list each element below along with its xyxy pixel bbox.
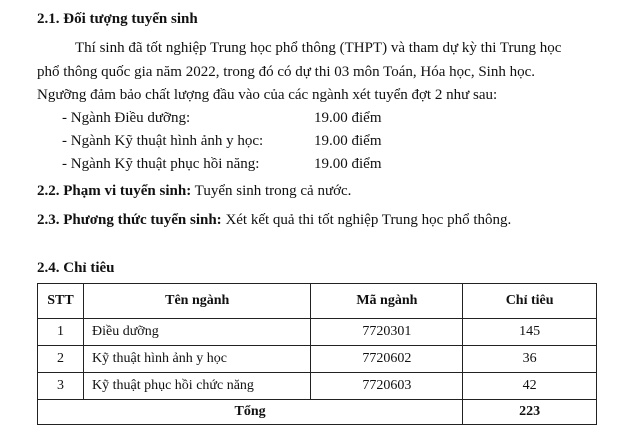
paragraph-line-1: Thí sinh đã tốt nghiệp Trung học phổ thông (THPT) và tham dự kỳ thi Trung học xyxy=(75,40,562,56)
section-2-1-heading: 2.1. Đối tượng tuyển sinh xyxy=(37,11,198,27)
section-2-3-text: Xét kết quả thi tốt nghiệp Trung học phổ thông. xyxy=(221,212,512,228)
criteria-name: - Ngành Kỹ thuật phục hồi năng: xyxy=(62,156,260,172)
cell-program-code: 7720301 xyxy=(311,319,463,346)
quota-table xyxy=(37,283,597,425)
paragraph-line-2: phổ thông quốc gia năm 2022, trong đó có dự thi 03 môn Toán, Hóa học, Sinh học. xyxy=(37,64,535,80)
cell-program-name: Kỹ thuật phục hồi chức năng xyxy=(83,373,311,400)
header-program-code: Mã ngành xyxy=(311,284,463,319)
cell-program-code: 7720602 xyxy=(311,346,463,373)
cell-stt: 1 xyxy=(38,319,84,346)
cell-stt: 3 xyxy=(38,373,84,400)
section-2-2-text: Tuyển sinh trong cả nước. xyxy=(191,183,352,199)
total-label: Tổng xyxy=(38,400,463,425)
total-value: 223 xyxy=(463,400,597,425)
cell-quota: 145 xyxy=(463,319,597,346)
cell-program-name: Kỹ thuật hình ảnh y học xyxy=(83,346,311,373)
cell-program-name: Điều dưỡng xyxy=(83,319,311,346)
criteria-name: - Ngành Kỹ thuật hình ảnh y học: xyxy=(62,133,264,149)
cell-quota: 42 xyxy=(463,373,597,400)
criteria-name: - Ngành Điều dưỡng: xyxy=(62,110,191,126)
section-2-2 xyxy=(37,181,351,201)
table-row xyxy=(38,319,597,346)
header-program-name: Tên ngành xyxy=(83,284,311,319)
criteria-score: 19.00 điểm xyxy=(314,110,382,126)
header-stt: STT xyxy=(38,284,84,319)
table-header-row xyxy=(38,284,597,319)
criteria-score: 19.00 điểm xyxy=(314,156,382,172)
table-row xyxy=(38,373,597,400)
section-2-3-heading: 2.3. Phương thức tuyển sinh: xyxy=(37,212,222,228)
header-quota: Chỉ tiêu xyxy=(463,284,597,319)
cell-quota: 36 xyxy=(463,346,597,373)
section-2-2-heading: 2.2. Phạm vi tuyển sinh: xyxy=(37,183,192,199)
cell-stt: 2 xyxy=(38,346,84,373)
table-total-row xyxy=(38,400,597,425)
table-row xyxy=(38,346,597,373)
section-2-3 xyxy=(37,210,511,230)
section-2-4-heading: 2.4. Chỉ tiêu xyxy=(37,260,115,276)
paragraph-line-3: Ngưỡng đảm bảo chất lượng đầu vào của các ngành xét tuyển đợt 2 như sau: xyxy=(37,87,498,103)
criteria-score: 19.00 điểm xyxy=(314,133,382,149)
cell-program-code: 7720603 xyxy=(311,373,463,400)
